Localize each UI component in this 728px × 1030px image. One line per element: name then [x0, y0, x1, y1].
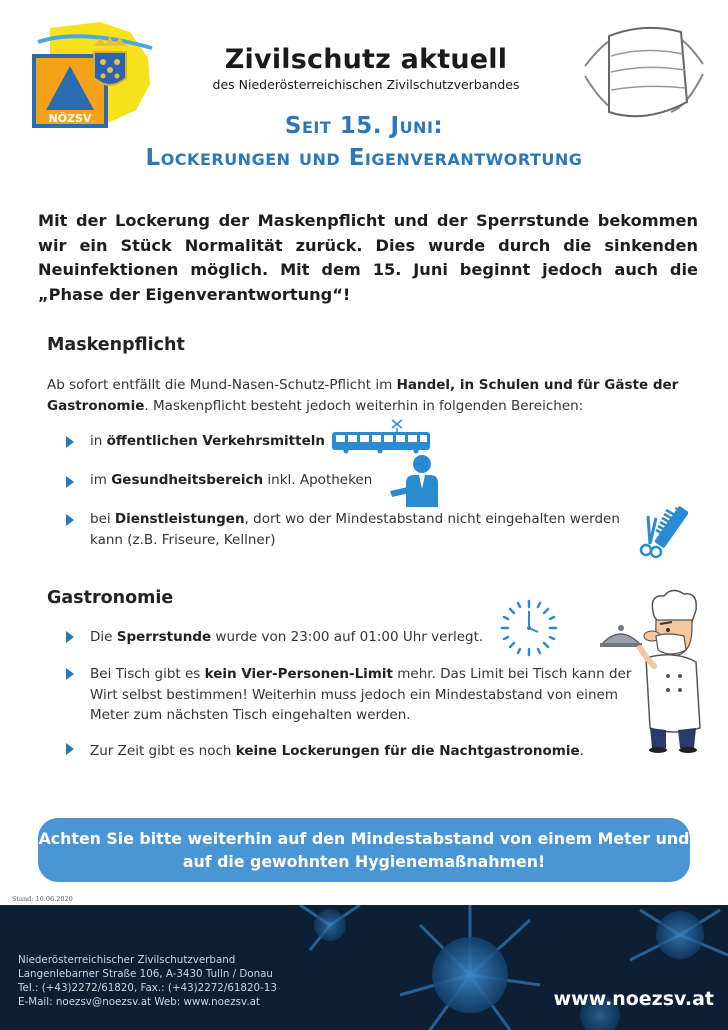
footer-website-link[interactable]: www.noezsv.at [553, 988, 714, 1010]
comb-scissors-icon [636, 500, 688, 560]
stand-date: Stand: 16.06.2020 [12, 895, 73, 903]
footer-phone: Tel.: (+43)2272/61820, Fax.: (+43)2272/61820-13 [18, 982, 277, 994]
footer-address: Langenlebarner Straße 106, A-3430 Tulln / Donau [18, 968, 273, 980]
section-title-gastronomie: Gastronomie [47, 588, 174, 608]
headline-line1: Seit 15. Juni: [284, 113, 444, 139]
callout-box: Achten Sie bitte weiterhin auf den Mindestabstand von einem Meter und auf die gewohnten Hygienemaßnahmen! [38, 818, 690, 882]
footer-org-name: Niederösterreichischer Zivilschutzverband [18, 954, 236, 966]
logo-text: NÖZSV [48, 112, 92, 125]
list-item: Die Sperrstunde wurde von 23:00 auf 01:00 Uhr verlegt. [90, 629, 484, 645]
tram-icon [330, 418, 434, 454]
clock-icon [500, 599, 558, 657]
intro-paragraph: Mit der Lockerung der Maskenpflicht und der Sperrstunde bekommen wir ein Stück Normalität zurück. Dies wurde durch die sinkenden Neuinfektionen möglich. Mit dem 15. Juni beginnt jedoch auch die „Phase der Eigenverantwortung“! [38, 211, 698, 304]
bullet-arrow-icon [66, 514, 74, 526]
list-item: Bei Tisch gibt es kein Vier-Personen-Limit mehr. Das Limit bei Tisch kann der Wirt selbst bestimmen! Weiterhin muss jedoch ein Mindestabstand von einem Meter zum nächsten Tisch eingehalten werden. [90, 666, 632, 723]
maskenpflicht-description: Ab sofort entfällt die Mund-Nasen-Schutz-Pflicht im Handel, in Schulen und für Gäste der Gastronomie. Maskenpflicht besteht jedoch weiterhin in folgenden Bereichen: [47, 377, 679, 414]
list-item: im Gesundheitsbereich inkl. Apotheken [90, 472, 373, 488]
bullet-arrow-icon [66, 631, 74, 643]
headline-line2: Lockerungen und Eigenverantwortung [145, 145, 583, 171]
list-item: Zur Zeit gibt es noch keine Lockerungen für die Nachtgastronomie. [90, 743, 584, 759]
header-title: Zivilschutz aktuell [224, 44, 508, 75]
bullet-arrow-icon [66, 436, 74, 448]
bullet-arrow-icon [66, 476, 74, 488]
section-title-maskenpflicht: Maskenpflicht [47, 335, 185, 355]
bullet-arrow-icon [66, 668, 74, 680]
footer-email[interactable]: E-Mail: noezsv@noezsv.at Web: www.noezsv.at [18, 996, 260, 1008]
list-item: bei Dienstleistungen, dort wo der Mindestabstand nicht eingehalten werden kann (z.B. Friseure, Kellner) [90, 511, 620, 548]
bullet-arrow-icon [66, 743, 74, 755]
list-item: in öffentlichen Verkehrsmitteln [90, 433, 325, 449]
header-subtitle: des Niederösterreichischen Zivilschutzverbandes [212, 77, 520, 92]
doctor-icon [388, 453, 442, 509]
